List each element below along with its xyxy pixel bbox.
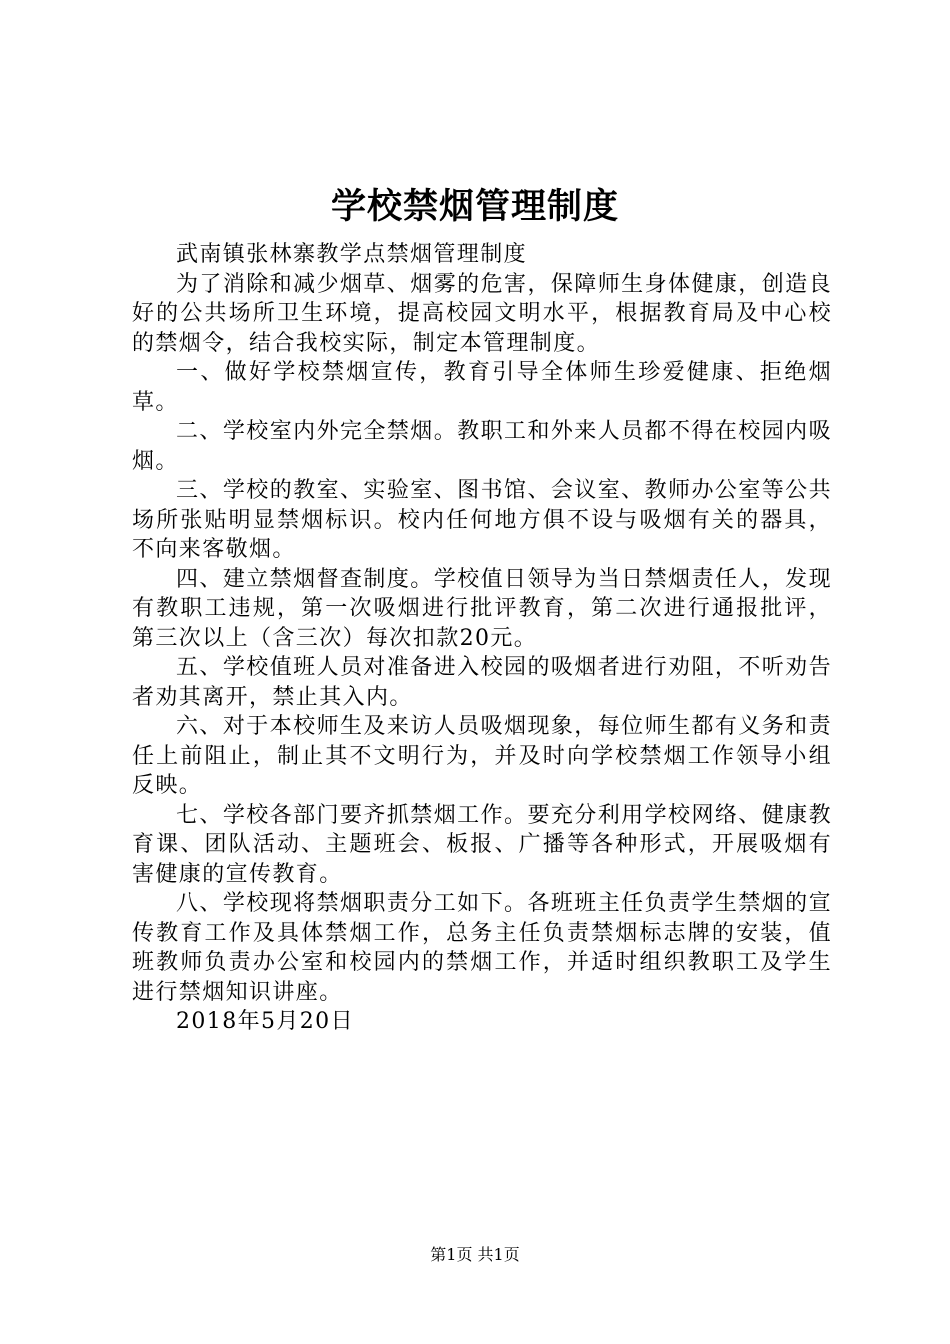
rule-paragraph-4: 四、建立禁烟督查制度。学校值日领导为当日禁烟责任人，发现有教职工违规，第一次吸烟进行批评教育，第二次进行通报批评，第三次以上（含三次）每次扣款20元。 [132,566,832,651]
subtitle-paragraph: 武南镇张林寨教学点禁烟管理制度 [176,242,528,267]
rule-paragraph-7: 七、学校各部门要齐抓禁烟工作。要充分利用学校网络、健康教育课、团队活动、主题班会、板报、广播等各种形式，开展吸烟有害健康的宣传教育。 [132,802,832,887]
document-title: 学校禁烟管理制度 [330,186,619,227]
rule-paragraph-3: 三、学校的教室、实验室、图书馆、会议室、教师办公室等公共场所张贴明显禁烟标识。校内任何地方俱不设与吸烟有关的器具，不向来客敬烟。 [132,478,832,562]
rule-paragraph-5: 五、学校值班人员对准备进入校园的吸烟者进行劝阻，不听劝告者劝其离开，禁止其入内。 [132,655,832,710]
rule-paragraph-1: 一、做好学校禁烟宣传，教育引导全体师生珍爱健康、拒绝烟草。 [132,360,832,415]
rule-paragraph-6: 六、对于本校师生及来访人员吸烟现象，每位师生都有义务和责任上前阻止，制止其不文明行为，并及时向学校禁烟工作领导小组反映。 [132,714,832,798]
rule-paragraph-8: 八、学校现将禁烟职责分工如下。各班班主任负责学生禁烟的宣传教育工作及具体禁烟工作，总务主任负责禁烟标志牌的安装，值班教师负责办公室和校园内的禁烟工作，并适时组织教职工及学生进行禁烟知识讲座。 [132,891,832,1005]
document-body [132,240,832,1037]
page-footer: 第1页 共1页 [430,1245,520,1264]
intro-paragraph: 为了消除和减少烟草、烟雾的危害，保障师生身体健康，创造良好的公共场所卫生环境，提高校园文明水平，根据教育局及中心校的禁烟令，结合我校实际，制定本管理制度。 [132,271,832,356]
rule-paragraph-2: 二、学校室内外完全禁烟。教职工和外来人员都不得在校园内吸烟。 [132,419,832,474]
date-paragraph: 2018年5月20日 [176,1009,354,1034]
